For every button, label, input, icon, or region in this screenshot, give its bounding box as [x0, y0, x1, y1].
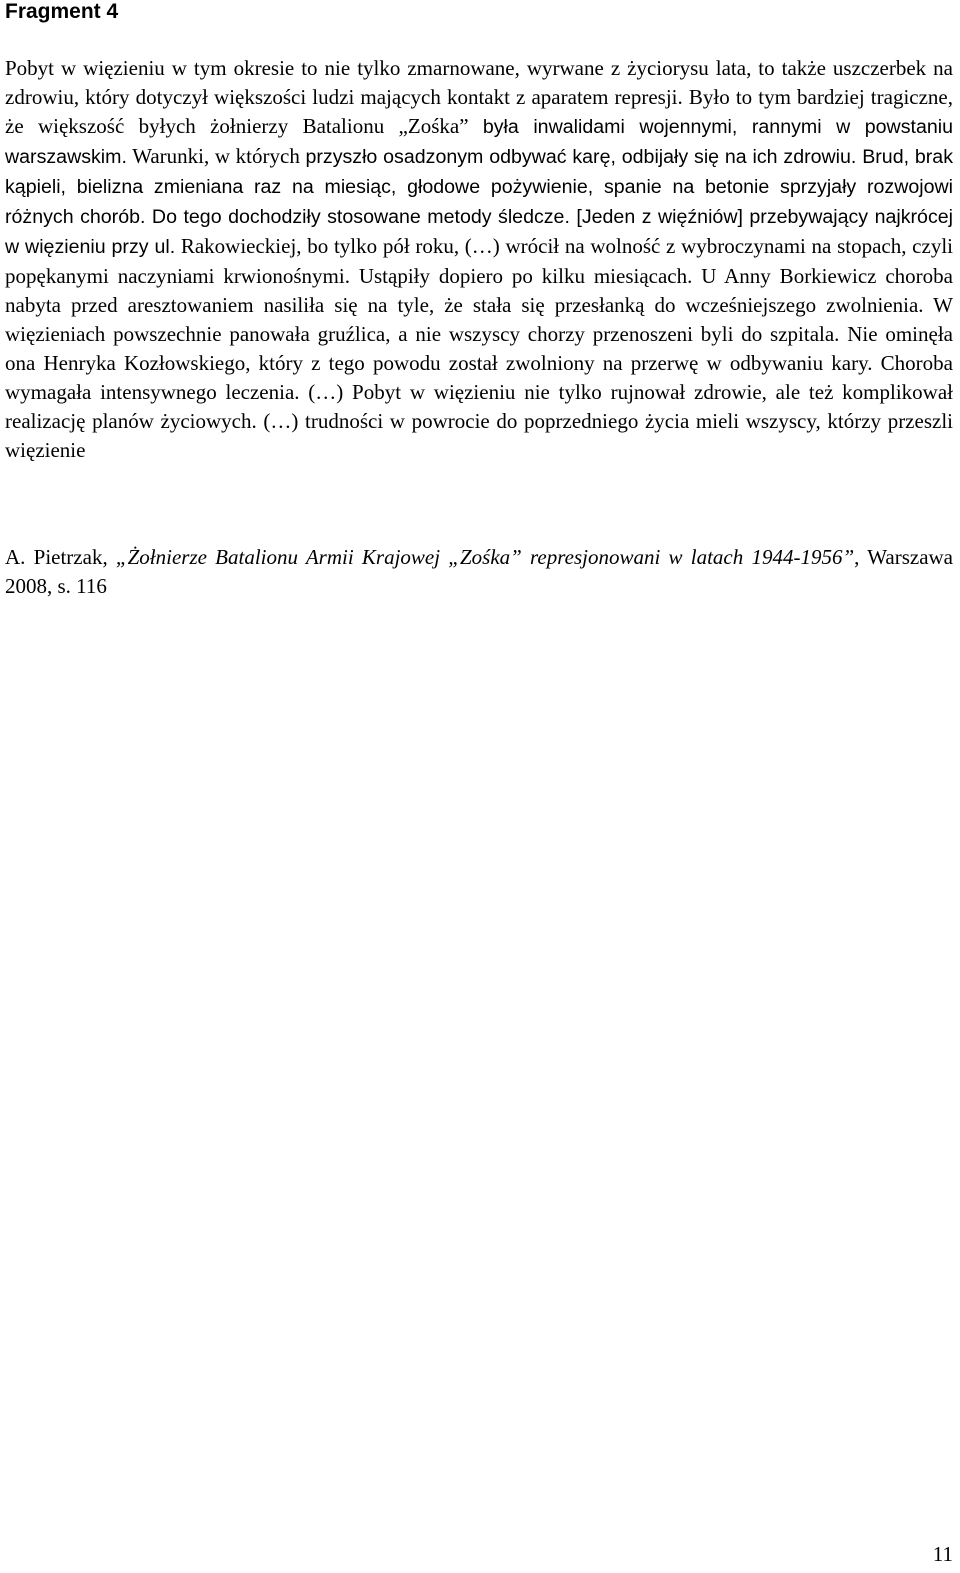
paragraph-text-part2: była inwalidami wojennymi, rannymi w powstaniu warszawskim.	[5, 116, 953, 168]
source-publication: , Warszawa 2008, s. 116	[5, 545, 954, 598]
paragraph-text-part5: Brud, brak kąpieli, bielizna zmieniana raz na miesiąc, głodowe pożywienie, spanie na betonie sprzyjały rozwojowi różnych chorób. Do tego dochodziły stosowane metody śledcze. [Jeden z więźniów] przebywający najkrócej w więzieniu przy ul.	[5, 146, 953, 258]
fragment-heading: Fragment 4	[5, 0, 119, 23]
fragment-paragraph	[5, 54, 953, 465]
source-citation	[5, 543, 953, 601]
paragraph-text-part4: przyszło osadzonym odbywać karę, odbijały się na ich zdrowiu.	[305, 146, 857, 168]
source-author: A. Pietrzak,	[5, 545, 116, 569]
paragraph-text-part3: Warunki, w których	[126, 144, 306, 168]
paragraph-text-part6: Rakowieckiej, bo tylko pół roku, (…) wrócił na wolność z wybroczynami na stopach, czyli popękanymi naczyniami krwionośnymi. Ustąpiły dopiero po kilku miesiącach. U Anny Borkiewicz choroba nabyta przed aresztowaniem nasiliła się na tyle, że stała się przesłanką do wcześniejszego zwolnienia. W więzieniach powszechnie panowała gruźlica, a nie wszyscy chorzy przenoszeni byli do szpitala. Nie ominęła ona Henryka Kozłowskiego, który z tego powodu został zwolniony na przerwę w odbywaniu kary. Choroba wymagała intensywnego leczenia. (…) Pobyt w więzieniu nie tylko rujnował zdrowie, ale też komplikował realizację planów życiowych. (…) trudności w powrocie do poprzedniego życia mieli wszyscy, którzy przeszli więzienie	[5, 234, 953, 462]
paragraph-text-part1: Pobyt w więzieniu w tym okresie to nie tylko zmarnowane, wyrwane z życiorysu lata, to także uszczerbek na zdrowiu, który dotyczył większości ludzi mających kontakt z aparatem represji. Było to tym bardziej tragiczne, że większość byłych żołnierzy Batalionu „Zośka”	[5, 56, 953, 138]
source-title: „Żołnierze Batalionu Armii Krajowej „Zośka” represjonowani w latach 1944-1956”	[115, 545, 855, 569]
page-number: 11	[932, 1542, 953, 1566]
